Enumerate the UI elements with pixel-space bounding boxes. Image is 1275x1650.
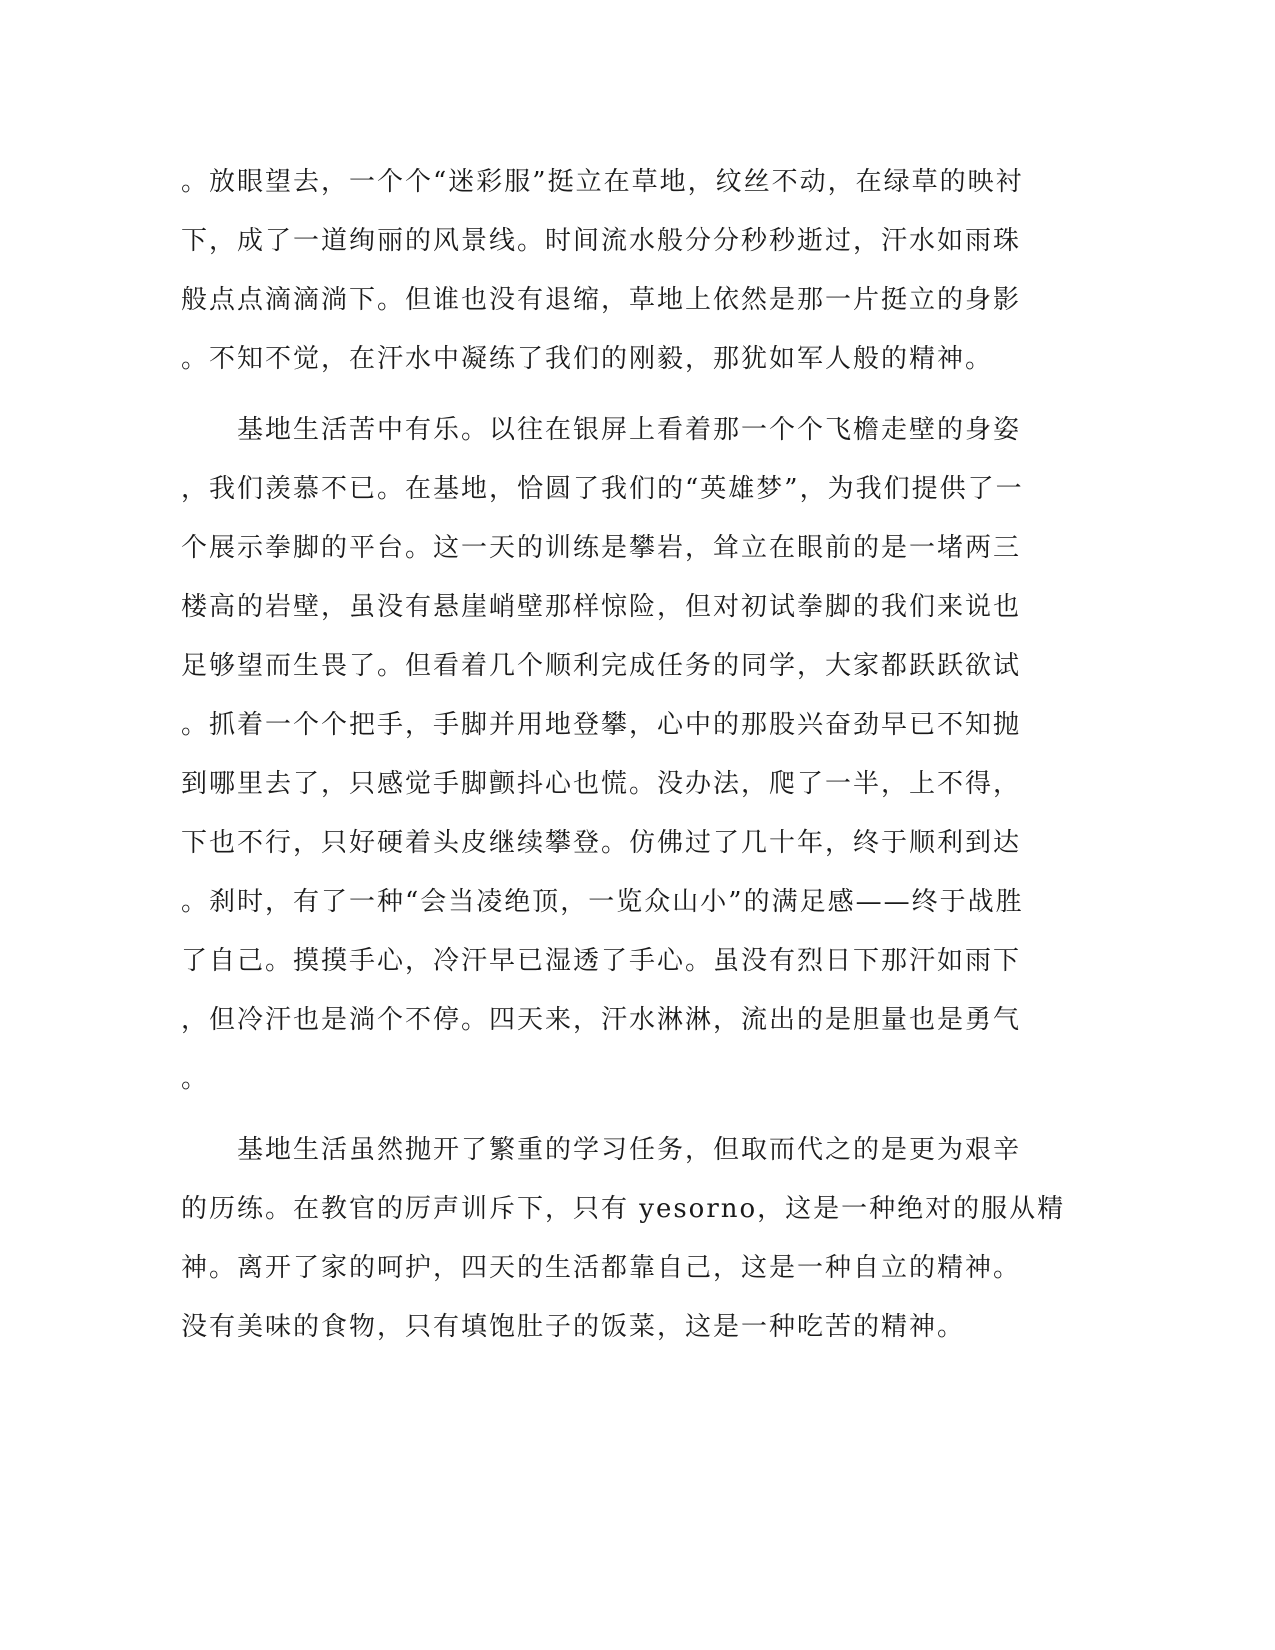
text-line: 。不知不觉，在汗水中凝练了我们的刚毅，那犹如军人般的精神。 bbox=[181, 344, 994, 374]
text-line: 足够望而生畏了。但看着几个顺利完成任务的同学，大家都跃跃欲试 bbox=[181, 651, 1022, 681]
text-line: 般点点滴滴淌下。但谁也没有退缩，草地上依然是那一片挺立的身影 bbox=[181, 285, 1022, 315]
text-line: ，但冷汗也是淌个不停。四天来，汗水淋淋，流出的是胆量也是勇气 bbox=[181, 1005, 1022, 1035]
text-line: 基地生活苦中有乐。以往在银屏上看着那一个个飞檐走壁的身姿 bbox=[181, 415, 1022, 445]
text-line: 没有美味的食物，只有填饱肚子的饭菜，这是一种吃苦的精神。 bbox=[181, 1312, 966, 1342]
paragraph-gap bbox=[181, 1118, 1041, 1130]
text-line: ，我们羡慕不已。在基地，恰圆了我们的“英雄梦”，为我们提供了一 bbox=[181, 474, 1024, 504]
text-line: 了自己。摸摸手心，冷汗早已湿透了手心。虽没有烈日下那汗如雨下 bbox=[181, 946, 1022, 976]
text-line: 个展示拳脚的平台。这一天的训练是攀岩，耸立在眼前的是一堵两三 bbox=[181, 533, 1022, 563]
text-line: 下也不行，只好硬着头皮继续攀登。仿佛过了几十年，终于顺利到达 bbox=[181, 828, 1022, 858]
text-line: 神。离开了家的呵护，四天的生活都靠自己，这是一种自立的精神。 bbox=[181, 1253, 1022, 1283]
body-text bbox=[181, 162, 1066, 1366]
text-line: 。抓着一个个把手，手脚并用地登攀，心中的那股兴奋劲早已不知抛 bbox=[181, 710, 1022, 740]
paragraph-2 bbox=[181, 410, 1041, 1118]
text-line: 。 bbox=[181, 1064, 210, 1094]
paragraph-1 bbox=[181, 162, 1041, 398]
text-line: 楼高的岩壁，虽没有悬崖峭壁那样惊险，但对初试拳脚的我们来说也 bbox=[181, 592, 1022, 622]
paragraph-3 bbox=[181, 1130, 1066, 1366]
text-line: 到哪里去了，只感觉手脚颤抖心也慌。没办法，爬了一半，上不得， bbox=[181, 769, 1022, 799]
text-line: 。放眼望去，一个个“迷彩服”挺立在草地，纹丝不动，在绿草的映衬 bbox=[181, 167, 1024, 197]
text-line: 的历练。在教官的厉声训斥下，只有 yesorno，这是一种绝对的服从精 bbox=[181, 1194, 1066, 1224]
text-line: 下，成了一道绚丽的风景线。时间流水般分分秒秒逝过，汗水如雨珠 bbox=[181, 226, 1022, 256]
paragraph-gap bbox=[181, 398, 1041, 410]
text-line: 基地生活虽然抛开了繁重的学习任务，但取而代之的是更为艰辛 bbox=[181, 1135, 1022, 1165]
text-line: 。刹时，有了一种“会当凌绝顶，一览众山小”的满足感——终于战胜 bbox=[181, 887, 1024, 917]
